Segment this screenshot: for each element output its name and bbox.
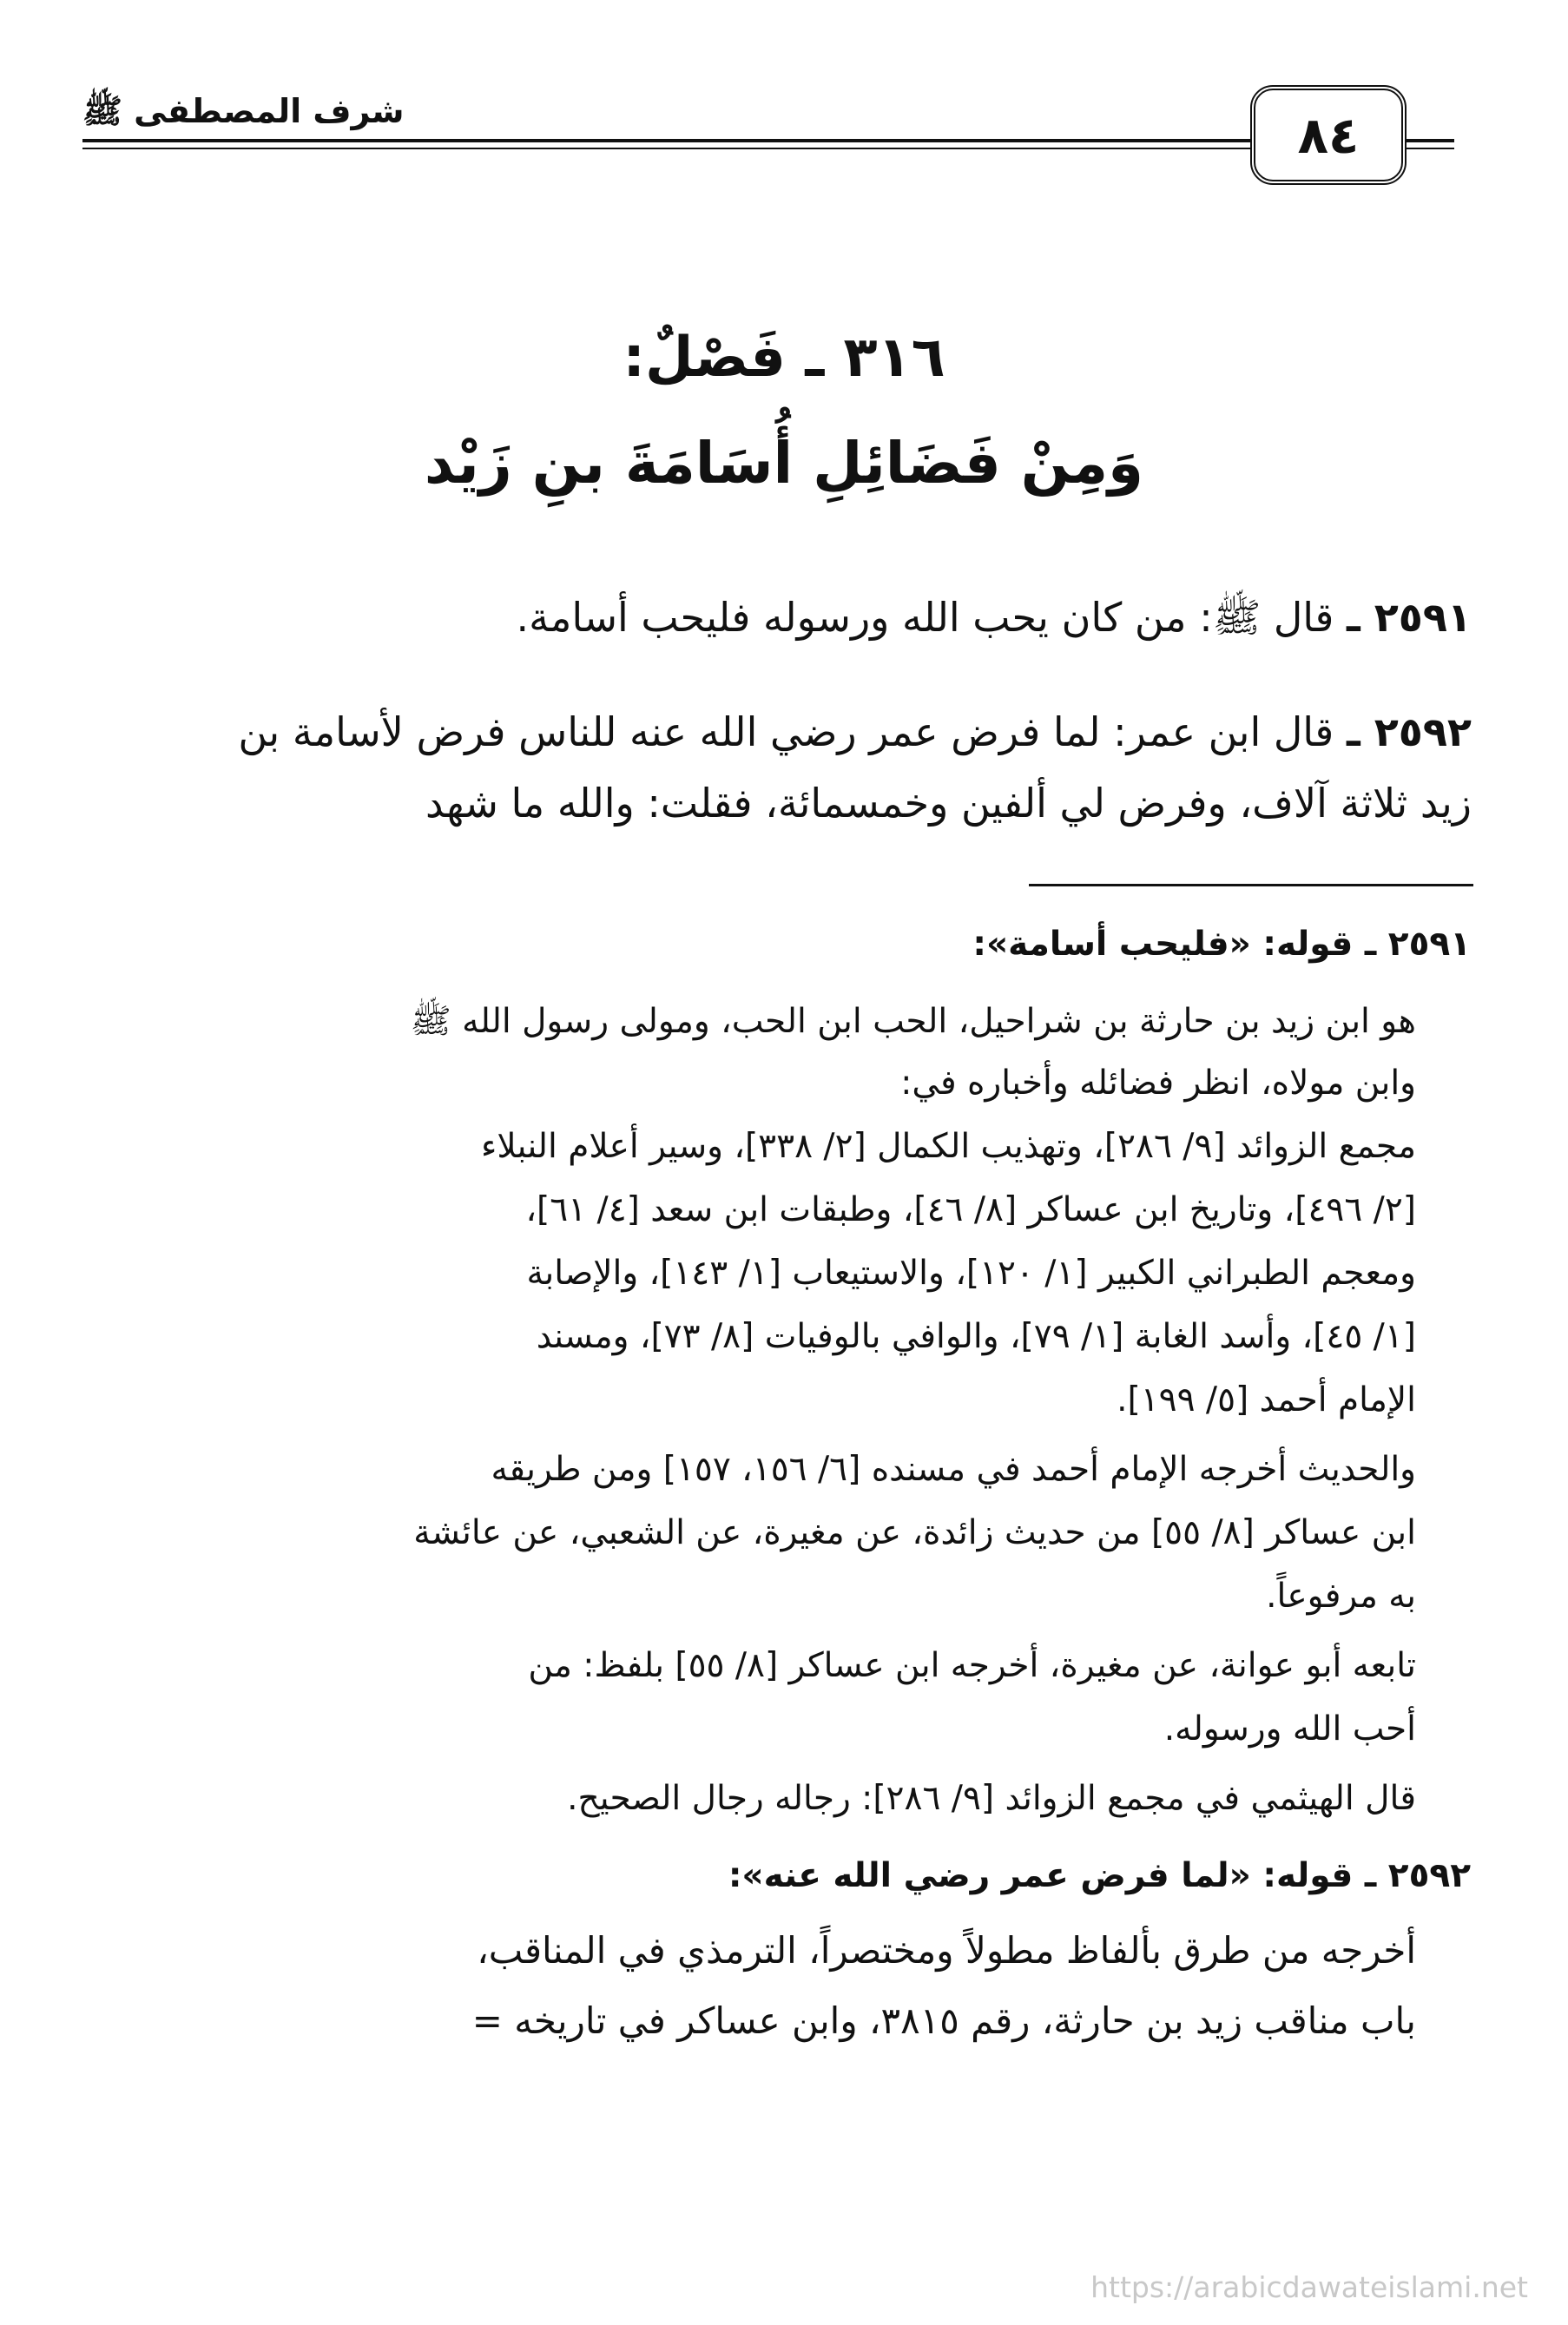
header-rule-right-top: [1407, 139, 1454, 142]
hadith-2591: [109, 594, 1472, 669]
footnote-2591-heading: ٢٥٩١ ـ قوله: «فليحب أسامة»:: [972, 925, 1471, 964]
footnote-line: وابن مولاه، انظر فضائله وأخباره في:: [900, 1064, 1416, 1103]
footnote-line: أخرجه من طرق بألفاظ مطولاً ومختصراً، الترمذي في المناقب،: [477, 1929, 1416, 1972]
footnote-line: هو ابن زيد بن حارثة بن شراحيل، الحب ابن الحب، ومولى رسول الله ﷺ: [410, 1002, 1416, 1041]
footnote-2592-heading: ٢٥٩٢ ـ قوله: «لما فرض عمر رضي الله عنه»:: [728, 1856, 1471, 1895]
footnote-line: الإمام أحمد [٥/ ١٩٩].: [1117, 1380, 1416, 1419]
header-rule-top: [82, 139, 1250, 142]
hadith-2592: [109, 708, 1472, 854]
footnote-line: قال الهيثمي في مجمع الزوائد [٩/ ٢٨٦]: رجاله رجال الصحيح.: [567, 1779, 1416, 1818]
chapter-title: وَمِنْ فَضَائِلِ أُسَامَةَ بنِ زَيْد: [424, 430, 1144, 497]
footnote-line: به مرفوعاً.: [1266, 1577, 1416, 1616]
hadith-text: قال ﷺ: من كان يحب الله ورسوله فليحب أسامة.: [516, 594, 1334, 641]
hadith-number: ٢٥٩١ ـ: [1346, 594, 1472, 641]
footnote-line: والحديث أخرجه الإمام أحمد في مسنده [٦/ ١٥٦، ١٥٧] ومن طريقه: [491, 1450, 1416, 1489]
footnote-line: باب مناقب زيد بن حارثة، رقم ٣٨١٥، وابن عساكر في تاريخه =: [471, 1999, 1416, 2042]
footnote-line: [٢/ ٤٩٦]، وتاريخ ابن عساكر [٨/ ٤٦]، وطبقات ابن سعد [٤/ ٦١]،: [525, 1190, 1416, 1229]
chapter-number: ٣١٦ ـ فَصْلٌ:: [623, 326, 945, 390]
hadith-text-line: قال ابن عمر: لما فرض عمر رضي الله عنه للناس فرض لأسامة بن: [238, 708, 1334, 755]
hadith-text-line: زيد ثلاثة آلاف، وفرض لي ألفين وخمسمائة، فقلت: والله ما شهد: [425, 780, 1472, 827]
footnote-line: مجمع الزوائد [٩/ ٢٨٦]، وتهذيب الكمال [٢/ ٣٣٨]، وسير أعلام النبلاء: [480, 1127, 1416, 1166]
footnote-line: [١/ ٤٥]، وأسد الغابة [١/ ٧٩]، والوافي بالوفيات [٨/ ٧٣]، ومسند: [536, 1317, 1416, 1356]
page-number: ٨٤: [1250, 85, 1407, 185]
footnote-line: ابن عساكر [٨/ ٥٥] من حديث زائدة، عن مغيرة، عن الشعبي، عن عائشة: [413, 1513, 1416, 1552]
running-header-title: شرف المصطفى ﷺ: [82, 92, 405, 130]
hadith-number: ٢٥٩٢ ـ: [1346, 708, 1472, 755]
footnote-separator: [1029, 884, 1473, 886]
footnote-line: تابعه أبو عوانة، عن مغيرة، أخرجه ابن عساكر [٨/ ٥٥] بلفظ: من: [528, 1646, 1416, 1685]
header-rule-bottom: [82, 148, 1250, 149]
footnote-line: أحب الله ورسوله.: [1163, 1709, 1416, 1749]
source-watermark: https://arabicdawateislami.net: [1090, 2270, 1528, 2304]
header-rule-right-bottom: [1407, 148, 1454, 149]
footnote-line: ومعجم الطبراني الكبير [١/ ١٢٠]، والاستيعاب [١/ ١٤٣]، والإصابة: [526, 1254, 1416, 1293]
